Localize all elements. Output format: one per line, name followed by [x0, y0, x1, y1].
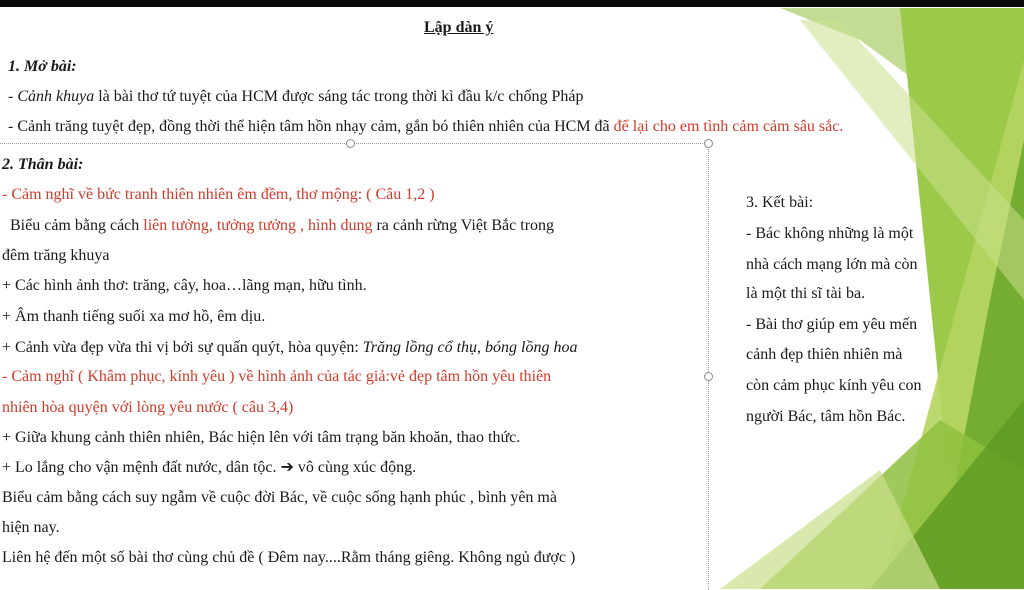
than-bai-line-2-a: Biểu cảm bằng cách: [2, 217, 144, 234]
ket-bai-line-2: nhà cách mạng lớn mà còn: [746, 256, 918, 273]
than-bai-line-6: [2, 338, 577, 358]
ket-bai-line-7: người Bác, tâm hồn Bác.: [746, 408, 906, 425]
poem-title-italic: Cảnh khuya: [17, 88, 95, 105]
than-bai-line-10: + Lo lắng cho vận mệnh đất nước, dân tộc. ➔ vô cùng xúc động.: [2, 459, 417, 476]
than-bai-line-9: + Giữa khung cảnh thiên nhiên, Bác hiện lên với tâm trạng băn khoăn, thao thức.: [2, 429, 521, 446]
poem-quote-italic: Trăng lồng cổ thụ, bóng lồng hoa: [362, 339, 578, 356]
than-bai-line-13: Liên hệ đến một số bài thơ cùng chủ đề ( Đêm nay....Rằm tháng giêng. Không ngủ được ): [2, 549, 576, 566]
than-bai-heading: 2. Thân bài:: [2, 156, 84, 173]
ket-bai-line-5: cảnh đẹp thiên nhiên mà: [746, 346, 903, 363]
mo-bai-line-1: [8, 87, 584, 107]
mo-bai-heading: 1. Mở bài:: [8, 58, 77, 75]
resize-handle-right[interactable]: [704, 372, 713, 381]
ket-bai-line-6: còn cảm phục kính yêu con: [746, 377, 922, 394]
than-bai-line-6-a: + Cảnh vừa đẹp vừa thi vị bởi sự quấn quýt, hòa quyện:: [2, 339, 363, 356]
than-bai-line-11: Biểu cảm bằng cách suy ngẫm về cuộc đời Bác, về cuộc sống hạnh phúc , bình yên mà: [2, 489, 557, 506]
than-bai-point-2-cont: nhiên hòa quyện với lòng yêu nước ( câu 3,4): [2, 399, 294, 416]
than-bai-point-1: - Cảm nghĩ về bức tranh thiên nhiên êm đềm, thơ mộng: ( Câu 1,2 ): [2, 186, 435, 203]
resize-handle-top[interactable]: [346, 139, 355, 148]
ket-bai-line-1: - Bác không những là một: [746, 225, 914, 242]
resize-handle-top-right[interactable]: [704, 139, 713, 148]
mo-bai-line-2-text: - Cảnh trăng tuyệt đẹp, đồng thời thể hiện tâm hồn nhạy cảm, gắn bó thiên nhiên của HCM đã: [8, 118, 614, 135]
than-bai-line-2-b: ra cảnh rừng Việt Bắc trong: [372, 217, 555, 234]
ket-bai-heading: 3. Kết bài:: [746, 194, 814, 211]
than-bai-line-5: + Âm thanh tiếng suối xa mơ hồ, êm dịu.: [2, 308, 266, 325]
than-bai-line-2-red: liên tưởng, tưởng tưởng , hình dung: [143, 217, 373, 234]
mo-bai-line-2: [8, 117, 843, 137]
ket-bai-line-4: - Bài thơ giúp em yêu mến: [746, 316, 918, 333]
than-bai-line-12: hiện nay.: [2, 519, 60, 536]
mo-bai-line-1-rest: là bài thơ tứ tuyệt của HCM được sáng tác trong thời kì đầu k/c chống Pháp: [94, 88, 584, 105]
than-bai-point-2: - Cảm nghĩ ( Khâm phục, kính yêu ) về hình ảnh của tác giả:vẻ đẹp tâm hồn yêu thiên: [2, 368, 552, 385]
than-bai-line-2: [2, 216, 554, 236]
page-title: Lập dàn ý: [424, 19, 494, 36]
than-bai-line-3: đêm trăng khuya: [2, 247, 110, 264]
than-bai-line-4: + Các hình ảnh thơ: trăng, cây, hoa…lãng mạn, hữu tình.: [2, 277, 367, 294]
mo-bai-line-1-prefix: -: [8, 88, 18, 105]
ket-bai-line-3: là một thi sĩ tài ba.: [746, 285, 866, 302]
mo-bai-line-2-red: để lại cho em tình cảm cảm sâu sắc.: [613, 118, 844, 135]
